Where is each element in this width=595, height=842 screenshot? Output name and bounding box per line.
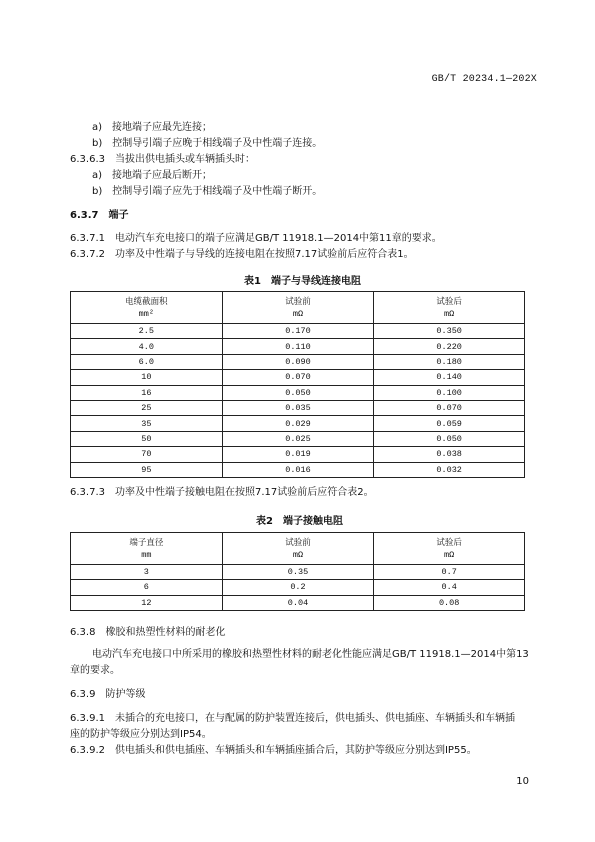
- list-item-b-connect: b) 控制导引端子应晚于相线端子及中性端子连接。: [92, 138, 323, 149]
- table2-header-cell: [71, 533, 223, 565]
- list-item-a-connect: a) 接地端子应最先连接；: [92, 122, 213, 133]
- table1-cell: 0.140: [374, 370, 525, 385]
- table2-cell: 3: [71, 565, 223, 580]
- table1-cell: 0.059: [374, 416, 525, 431]
- section-heading-6-3-9: 6.3.9 防护等级: [70, 689, 146, 700]
- paragraph-6-3-8-line1: 电动汽车充电接口中所采用的橡胶和热塑性材料的耐老化性能应满足GB/T 11918.1—2014中第13: [92, 649, 529, 660]
- table2-header-unit: mΩ: [444, 549, 455, 560]
- table1-row: [71, 324, 525, 339]
- section-heading-6-3-7: 6.3.7 端子: [70, 210, 129, 221]
- table1-header-cell: [71, 292, 223, 324]
- table1-cell: 0.180: [374, 354, 525, 369]
- table1-cell: 0.350: [374, 324, 525, 339]
- table1-cell: 0.016: [222, 462, 374, 477]
- table1-cell: 0.035: [222, 400, 374, 415]
- table1-row: [71, 385, 525, 400]
- table2-header-unit: mΩ: [292, 549, 304, 560]
- table2-cell: 6: [71, 580, 223, 595]
- table2-header-label: 试验前: [285, 537, 311, 548]
- table2-row: [71, 580, 525, 595]
- table2-cell: 0.7: [374, 565, 525, 580]
- table1-cell: 95: [71, 462, 223, 477]
- standard-code-header: GB/T 20234.1—202X: [431, 74, 537, 85]
- table1-header-label: 电缆截面积: [125, 296, 168, 307]
- table1-cell: 0.038: [374, 447, 525, 462]
- clause-6-3-7-3: 6.3.7.3 功率及中性端子接触电阻在按照7.17试验前后应符合表2。: [70, 487, 374, 498]
- table1-header-row: [71, 292, 525, 324]
- table1-cell: 0.070: [374, 400, 525, 415]
- table2-header-label: 端子直径: [129, 537, 164, 548]
- table2-header-label: 试验后: [436, 537, 462, 548]
- table1-cell: 35: [71, 416, 223, 431]
- table1-cell: 25: [71, 400, 223, 415]
- table1-cell: 0.110: [222, 339, 374, 354]
- list-item-a-disconnect: a) 接地端子应最后断开；: [92, 170, 213, 181]
- paragraph-6-3-8-line2: 章的要求。: [70, 665, 120, 676]
- table1-cell: 0.019: [222, 447, 374, 462]
- clause-6-3-9-1-line2: 座的防护等级应分别达到IP54。: [70, 729, 212, 740]
- clause-6-3-9-2: 6.3.9.2 供电插头和供电插座、车辆插头和车辆插座插合后，其防护等级应分别达到IP55。: [70, 745, 477, 756]
- table1-cell: 16: [71, 385, 223, 400]
- list-item-b-disconnect: b) 控制导引端子应先于相线端子及中性端子断开。: [92, 186, 323, 197]
- table2-cell: 0.4: [374, 580, 525, 595]
- clause-6-3-7-2: 6.3.7.2 功率及中性端子与导线的连接电阻在按照7.17试验前后应符合表1。: [70, 249, 414, 260]
- table1-row: [71, 400, 525, 415]
- table1-header-label: 试验前: [285, 296, 311, 307]
- table2-caption: 表2 端子接触电阻: [256, 516, 343, 527]
- table1-cell: 0.100: [374, 385, 525, 400]
- table2-cell: 0.04: [222, 595, 374, 610]
- table1-cell: 0.025: [222, 431, 374, 446]
- table1-cell: 0.050: [222, 385, 374, 400]
- table1-row: [71, 416, 525, 431]
- table2-cell: 0.08: [374, 595, 525, 610]
- table2-row: [71, 595, 525, 610]
- table1-body: [71, 324, 525, 478]
- table1-cell: 10: [71, 370, 223, 385]
- table1-row: [71, 370, 525, 385]
- table2-cell: 12: [71, 595, 223, 610]
- table1-row: [71, 447, 525, 462]
- table1-cell: 0.050: [374, 431, 525, 446]
- table1-cell: 0.220: [374, 339, 525, 354]
- table1-row: [71, 431, 525, 446]
- table2-header-row: [71, 533, 525, 565]
- table1-terminal-wire-resistance: [70, 291, 525, 478]
- table1-cell: 4.0: [71, 339, 223, 354]
- table1-cell: 50: [71, 431, 223, 446]
- clause-6-3-9-1-line1: 6.3.9.1 未插合的充电接口，在与配属的防护装置连接后，供电插头、供电插座、车辆插头和车辆插: [70, 713, 515, 724]
- section-heading-6-3-8: 6.3.8 橡胶和热塑性材料的耐老化: [70, 627, 226, 638]
- table1-header-cell: [374, 292, 525, 324]
- table2-body: [71, 565, 525, 611]
- table1-header-unit: mm²: [138, 308, 154, 319]
- table2-cell: 0.2: [222, 580, 374, 595]
- table1-row: [71, 462, 525, 477]
- table2-terminal-contact-resistance: [70, 532, 525, 611]
- table2-cell: 0.35: [222, 565, 374, 580]
- table1-cell: 70: [71, 447, 223, 462]
- table2-header-cell: [374, 533, 525, 565]
- table1-header-label: 试验后: [436, 296, 462, 307]
- table1-caption: 表1 端子与导线连接电阻: [244, 276, 361, 287]
- clause-6-3-6-3: 6.3.6.3 当拔出供电插头或车辆插头时：: [70, 154, 255, 165]
- table1-cell: 0.070: [222, 370, 374, 385]
- clause-6-3-7-1: 6.3.7.1 电动汽车充电接口的端子应满足GB/T 11918.1—2014中第11章的要求。: [70, 233, 442, 244]
- table1-row: [71, 354, 525, 369]
- table2-row: [71, 565, 525, 580]
- table1-header-cell: [222, 292, 374, 324]
- table1-cell: 6.0: [71, 354, 223, 369]
- table1-header-unit: mΩ: [444, 308, 455, 319]
- table1-cell: 0.170: [222, 324, 374, 339]
- table1-header-unit: mΩ: [292, 308, 304, 319]
- page-number: 10: [516, 776, 529, 787]
- table1-cell: 2.5: [71, 324, 223, 339]
- table2-header-cell: [222, 533, 374, 565]
- table2-header-unit: mm: [141, 549, 152, 560]
- table1-cell: 0.029: [222, 416, 374, 431]
- table1-row: [71, 339, 525, 354]
- table1-cell: 0.032: [374, 462, 525, 477]
- table1-cell: 0.090: [222, 354, 374, 369]
